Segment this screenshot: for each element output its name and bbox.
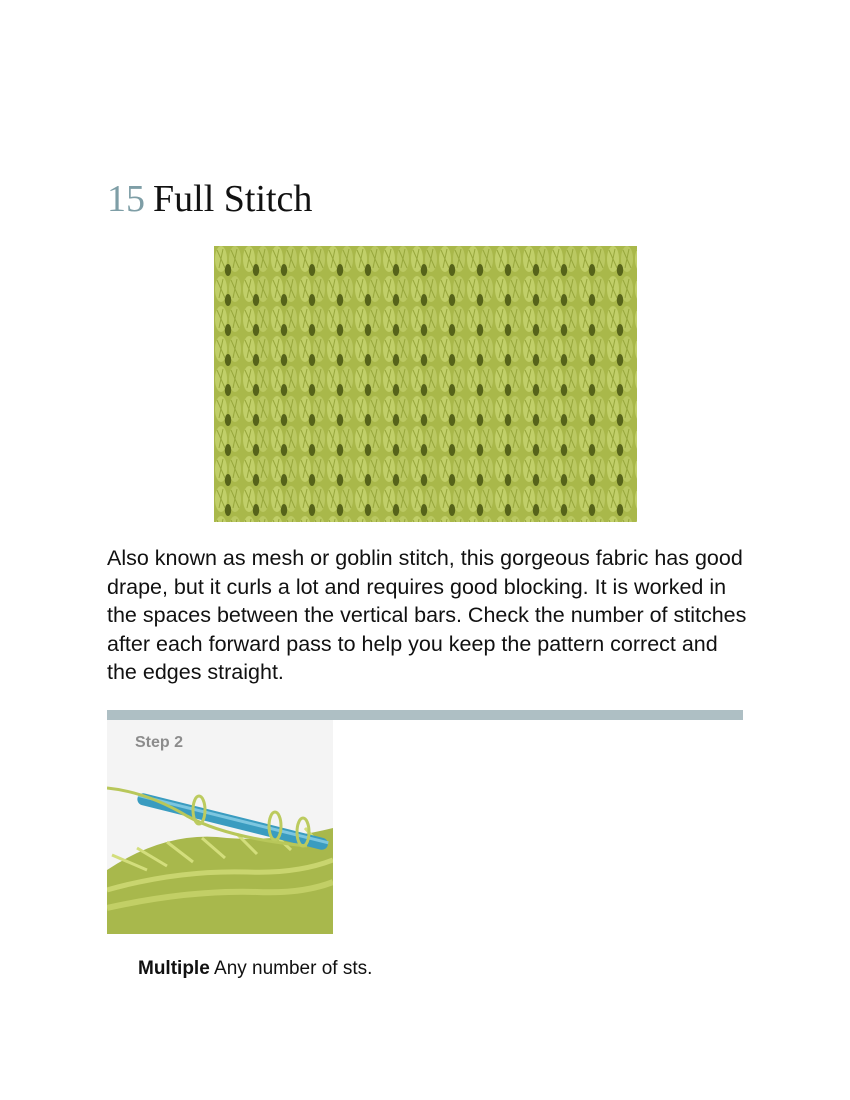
- pattern-name: Full Stitch: [153, 178, 313, 220]
- pattern-description: Also known as mesh or goblin stitch, this gorgeous fabric has good drape, but it curls a lot and requires good blocking. It is worked in the spaces between the vertical bars. Check the number of stitches after each forward pass to help you keep the pattern correct and the edges straight.: [107, 546, 747, 684]
- multiple-label: Multiple: [138, 958, 210, 979]
- stitch-multiple: [138, 957, 372, 981]
- multiple-value: Any number of sts.: [214, 958, 373, 979]
- fabric-swatch-photo: [214, 246, 637, 522]
- step-photo: [107, 720, 333, 934]
- crochet-hook-photo: [107, 720, 333, 934]
- pattern-title: [107, 176, 312, 222]
- section-divider: [107, 710, 743, 720]
- pattern-number: 15: [107, 178, 145, 220]
- step-label: Step 2: [135, 734, 184, 751]
